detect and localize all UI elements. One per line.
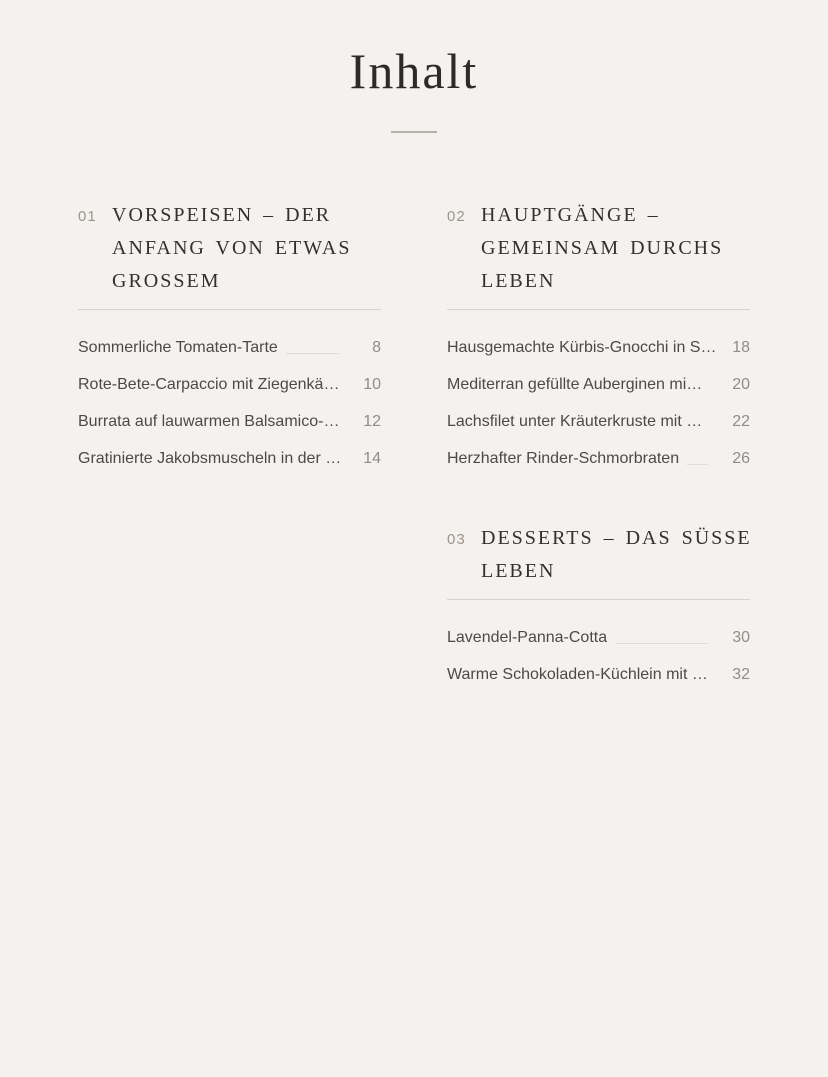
- toc-entry[interactable]: [447, 656, 750, 693]
- toc-entry[interactable]: [447, 329, 750, 366]
- section-number: 03: [447, 531, 466, 548]
- dot-leader: [286, 353, 339, 354]
- toc-entry[interactable]: [78, 366, 381, 403]
- section-rule: [78, 309, 381, 310]
- entry-page-number: 12: [363, 412, 381, 430]
- section-header: [447, 199, 750, 298]
- section-title-line: GROSSEM: [112, 270, 221, 292]
- entry-page-number: 20: [732, 375, 750, 393]
- entry-title: Burrata auf lauwarmen Balsamico-…: [78, 412, 340, 430]
- entry-page-number: 32: [732, 665, 750, 683]
- entry-page-number: 10: [363, 375, 381, 393]
- section-title-line: DESSERTS – DAS SÜSSE: [481, 527, 752, 549]
- section-title-line: LEBEN: [481, 270, 556, 292]
- section-title-line: HAUPTGÄNGE –: [481, 204, 660, 226]
- section-title-line: LEBEN: [481, 560, 556, 582]
- entry-list: [78, 329, 381, 477]
- section-title-line: ANFANG VON ETWAS: [112, 237, 352, 259]
- dot-leader: [708, 680, 724, 681]
- entry-page-number: 14: [363, 449, 381, 467]
- entry-title: Gratinierte Jakobsmuscheln in der …: [78, 449, 342, 467]
- section-desserts: [447, 522, 750, 693]
- section-vorspeisen: [78, 199, 381, 477]
- column-right: [447, 199, 750, 693]
- section-number: 01: [78, 208, 97, 225]
- toc-entry[interactable]: [78, 403, 381, 440]
- section-rule: [447, 599, 750, 600]
- entry-title: Sommerliche Tomaten-Tarte: [78, 338, 278, 356]
- entry-title: Herzhafter Rinder-Schmorbraten: [447, 449, 680, 467]
- toc-entry[interactable]: [447, 403, 750, 440]
- page-title: Inhalt: [349, 43, 479, 99]
- section-title: [481, 199, 723, 298]
- entry-list: [447, 329, 750, 477]
- title-divider: [391, 131, 437, 133]
- dot-leader: [341, 464, 355, 465]
- dot-leader: [339, 427, 355, 428]
- section-hauptgaenge: [447, 199, 750, 477]
- toc-columns: [78, 199, 750, 693]
- toc-entry[interactable]: [447, 366, 750, 403]
- entry-title: Lavendel-Panna-Cotta: [447, 628, 608, 646]
- entry-title: Warme Schokoladen-Küchlein mit …: [447, 665, 708, 683]
- dot-leader: [687, 464, 708, 465]
- entry-page-number: 18: [732, 338, 750, 356]
- dot-leader: [716, 353, 724, 354]
- dot-leader: [702, 390, 724, 391]
- entry-page-number: 22: [732, 412, 750, 430]
- dot-leader: [339, 390, 355, 391]
- toc-entry[interactable]: [447, 619, 750, 656]
- section-title-line: GEMEINSAM DURCHS: [481, 237, 724, 259]
- toc-entry[interactable]: [78, 329, 381, 366]
- entry-title: Hausgemachte Kürbis-Gnocchi in S…: [447, 338, 717, 356]
- dot-leader: [702, 427, 724, 428]
- entry-page-number: 26: [732, 449, 750, 467]
- section-number: 02: [447, 208, 466, 225]
- entry-title: Mediterran gefüllte Auberginen mi…: [447, 375, 703, 393]
- section-title: [112, 199, 351, 298]
- toc-entry[interactable]: [447, 440, 750, 477]
- entry-list: [447, 619, 750, 693]
- section-rule: [447, 309, 750, 310]
- entry-page-number: 8: [372, 338, 381, 356]
- section-header: [447, 522, 750, 588]
- section-header: [78, 199, 381, 298]
- section-title: [481, 522, 750, 588]
- column-left: [78, 199, 381, 693]
- toc-entry[interactable]: [78, 440, 381, 477]
- entry-page-number: 30: [732, 628, 750, 646]
- entry-title: Lachsfilet unter Kräuterkruste mit …: [447, 412, 703, 430]
- section-title-line: VORSPEISEN – DER: [112, 204, 332, 226]
- entry-title: Rote-Bete-Carpaccio mit Ziegenkä…: [78, 375, 340, 393]
- dot-leader: [615, 643, 708, 644]
